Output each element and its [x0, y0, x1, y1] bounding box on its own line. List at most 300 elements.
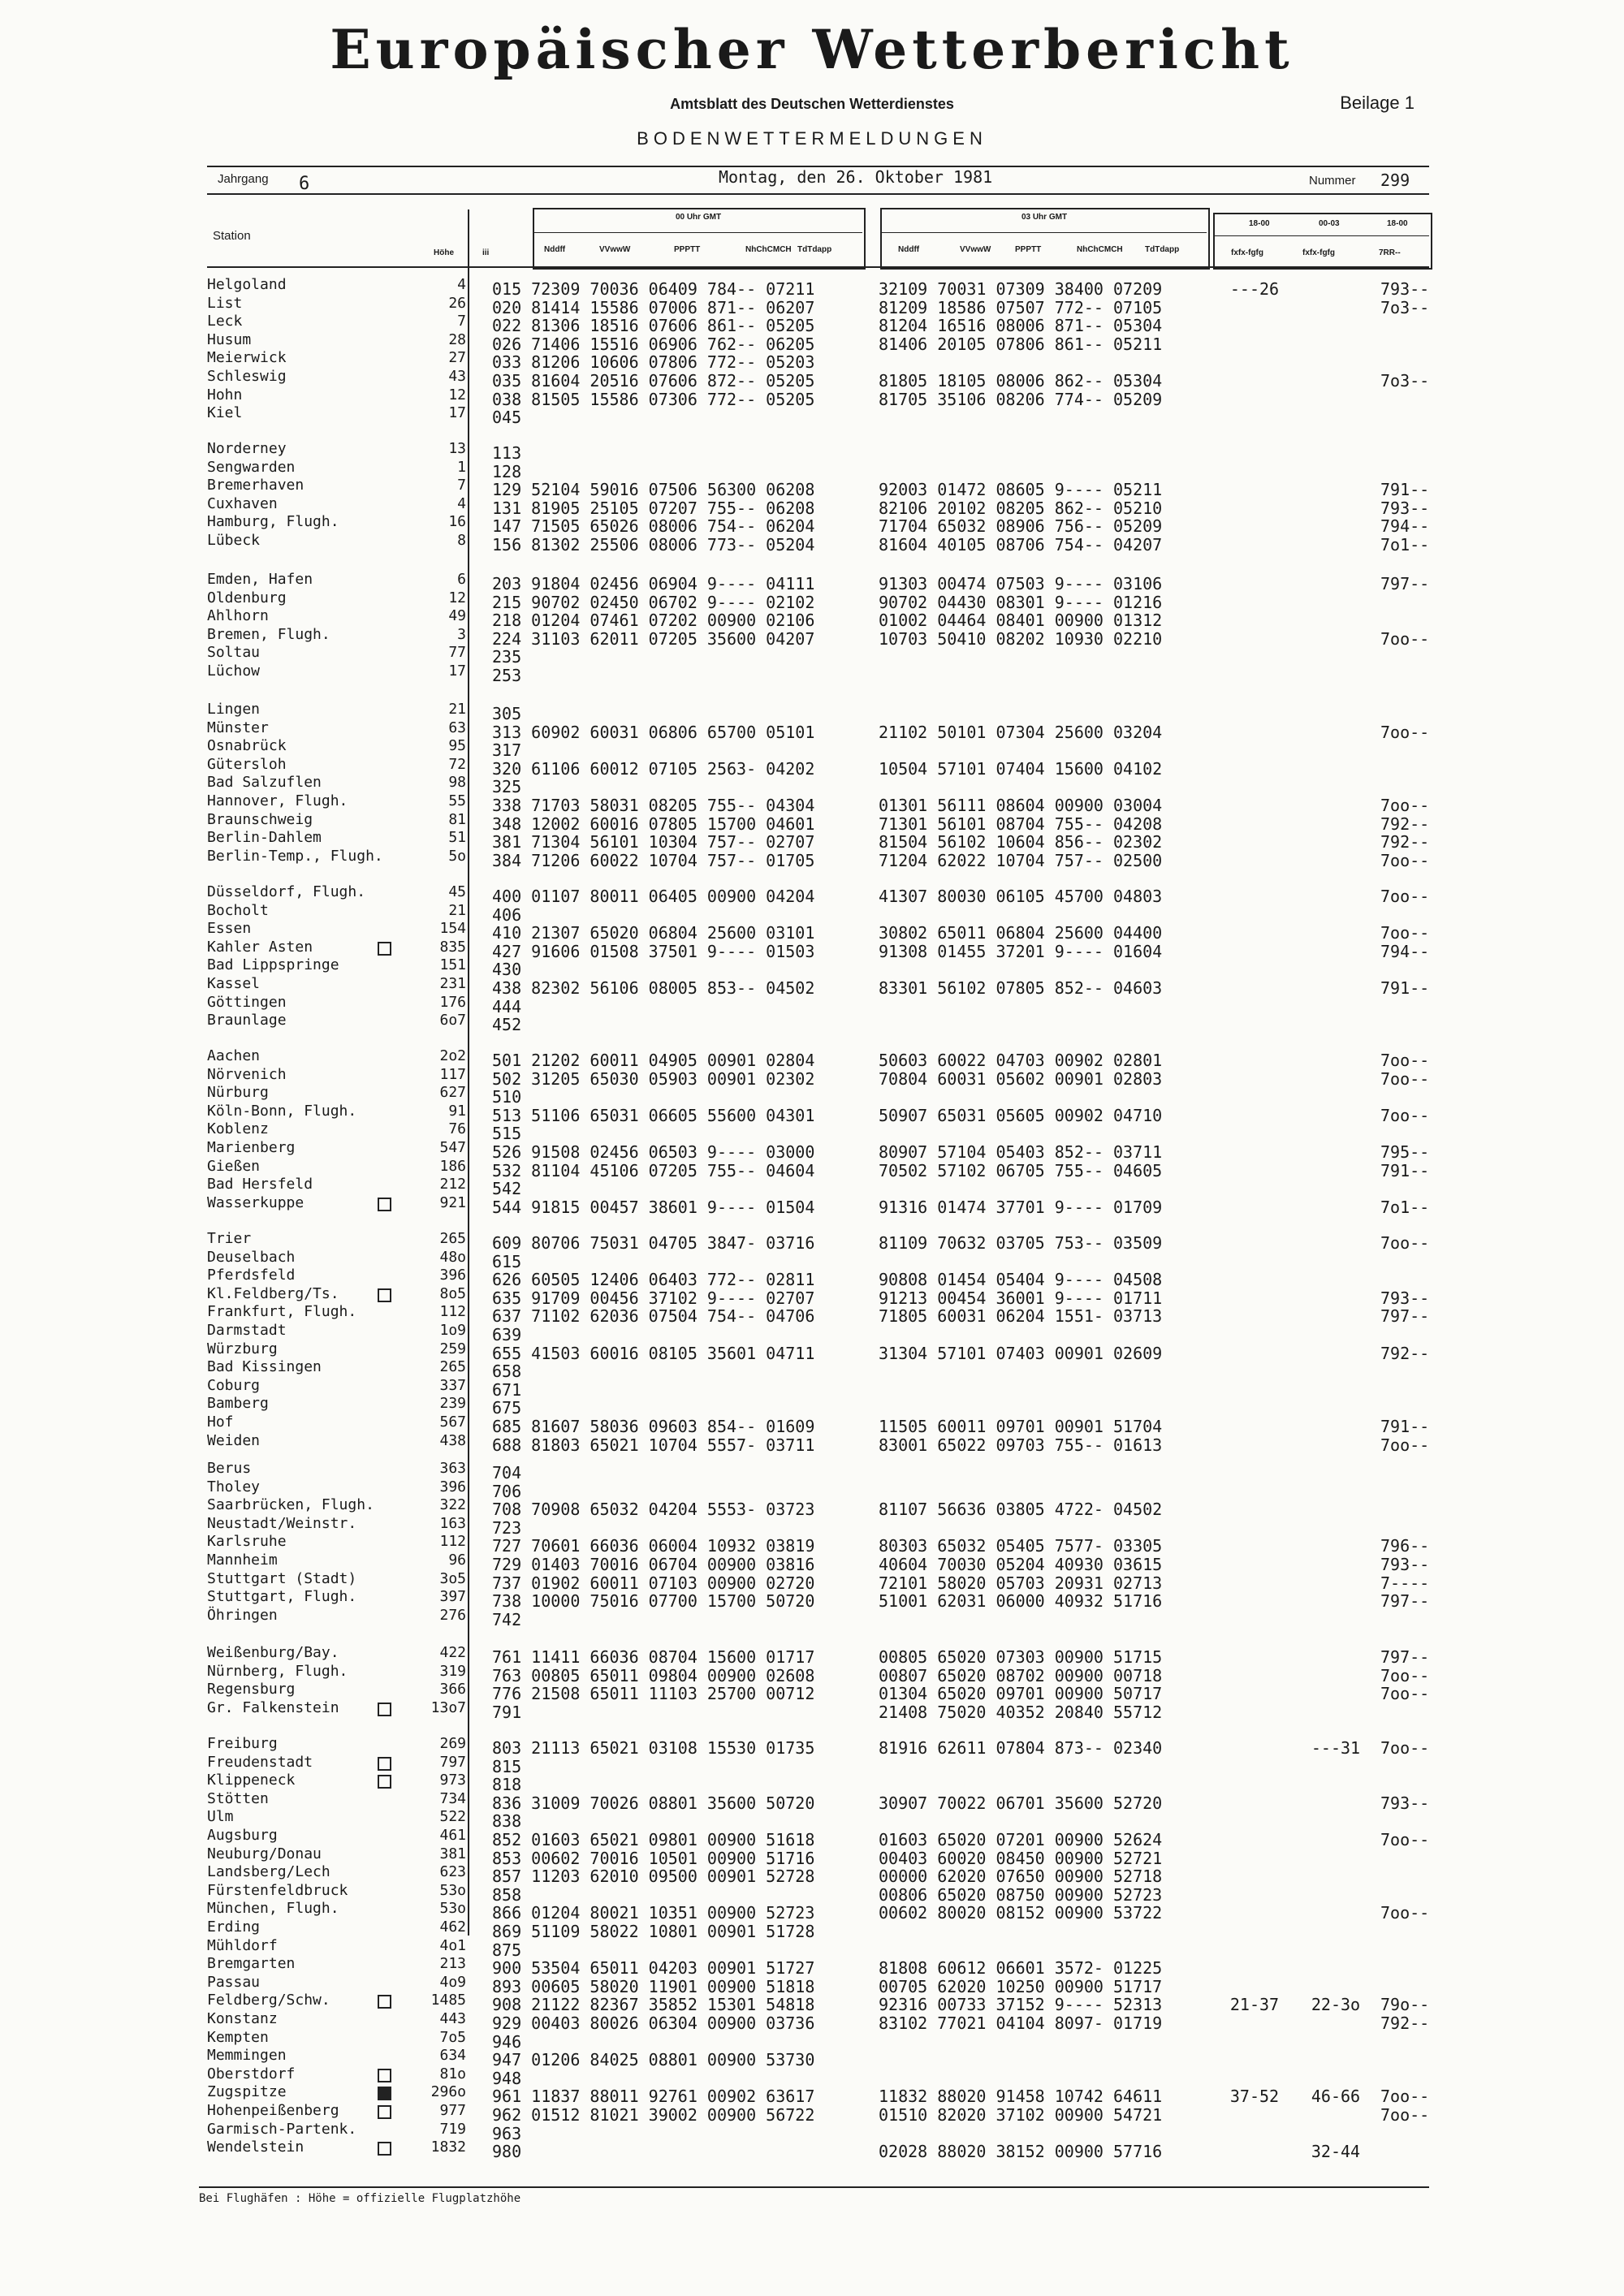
precip-18-00: 792-- [1380, 814, 1430, 834]
station-name: Koblenz [207, 1120, 269, 1138]
station-height: 4 [457, 276, 466, 293]
precip-18-00: 791-- [1380, 1160, 1430, 1180]
obs-00-utc: 218 01204 07461 07202 00900 02106 [492, 611, 815, 631]
station-height: 7 [457, 313, 466, 330]
obs-00-utc: 908 21122 82367 35852 15301 54818 [492, 1995, 815, 2015]
precip-18-00: 7oo-- [1380, 1684, 1430, 1704]
station-height: 95 [448, 737, 466, 755]
obs-00-utc: 675 [492, 1398, 522, 1418]
station-height: 973 [439, 1772, 466, 1789]
station-height: 719 [439, 2120, 466, 2138]
station-name: Marienberg [207, 1139, 296, 1156]
obs-03-utc: 01304 65020 09701 00900 50717 [879, 1684, 1163, 1704]
precip-18-00: 797-- [1380, 574, 1430, 593]
station-height: 4o1 [439, 1936, 466, 1954]
obs-03-utc: 00705 62020 10250 00900 51717 [879, 1976, 1163, 1996]
mountain-station-marker [378, 2142, 391, 2156]
obs-00-utc: 866 01204 80021 10351 00900 52723 [492, 1903, 815, 1923]
section-title: BODENWETTERMELDUNGEN [637, 128, 987, 149]
obs-03-utc: 00805 65020 07303 00900 51715 [879, 1647, 1163, 1667]
obs-03-utc: 41307 80030 06105 45700 04803 [879, 887, 1163, 906]
obs-03-utc: 71704 65032 08906 756-- 05209 [879, 516, 1163, 537]
station-height: 1 [457, 458, 466, 476]
obs-00-utc: 929 00403 80026 06304 00900 03736 [492, 2013, 815, 2033]
station-name: Stuttgart (Stadt) [207, 1569, 357, 1587]
station-name: Feldberg/Schw. [207, 1992, 330, 2009]
station-height: 17 [448, 662, 466, 680]
obs-03-utc: 80907 57104 05403 852-- 03711 [879, 1142, 1163, 1162]
obs-00-utc: 963 [492, 2123, 522, 2143]
nummer-value: 299 [1380, 170, 1410, 190]
obs-03-utc: 11832 88020 91458 10742 64611 [879, 2087, 1163, 2107]
station-name: Schleswig [207, 368, 287, 385]
station-height: 623 [439, 1863, 466, 1881]
station-height: 12 [448, 589, 466, 606]
obs-00-utc: 961 11837 88011 92761 00902 63617 [492, 2087, 815, 2107]
gust-00-03: 22-3o [1311, 1995, 1361, 2015]
r3-header: 18-00 [1387, 219, 1408, 228]
col03-3: PPPTT [1015, 245, 1042, 254]
station-height: 6 [457, 571, 466, 588]
obs-03-utc: 00602 80020 08152 00900 53722 [879, 1903, 1163, 1923]
station-name: Cuxhaven [207, 494, 278, 512]
r2-header: 00-03 [1319, 219, 1340, 228]
station-height: 13 [448, 440, 466, 457]
station-height: 28 [448, 330, 466, 348]
station-name: Gießen [207, 1157, 261, 1175]
obs-00-utc: 526 91508 02456 06503 9---- 03000 [492, 1142, 815, 1162]
station-height: 27 [448, 349, 466, 367]
station-height: 96 [448, 1552, 466, 1569]
obs-00-utc: 946 [492, 2031, 522, 2052]
obs-00-utc: 706 [492, 1481, 522, 1501]
station-name: Münster [207, 719, 269, 736]
obs-00-utc: 147 71505 65026 08006 754-- 06204 [492, 516, 815, 537]
obs-00-utc: 156 81302 25506 08006 773-- 05204 [492, 535, 815, 555]
station-height: 319 [439, 1662, 466, 1680]
station-name: Öhringen [207, 1606, 278, 1624]
station-height: 381 [439, 1845, 466, 1862]
obs-03-utc: 91213 00454 36001 9---- 01711 [879, 1288, 1163, 1308]
obs-00-utc: 020 81414 15586 07006 871-- 06207 [492, 297, 815, 317]
precip-18-00: 7oo-- [1380, 850, 1430, 870]
station-name: Bad Hersfeld [207, 1176, 313, 1193]
station-name: Lübeck [207, 532, 261, 549]
station-height: 396 [439, 1267, 466, 1284]
col00-1: Nddff [544, 245, 566, 254]
station-height: 977 [439, 2102, 466, 2119]
precip-18-00: 797-- [1380, 1306, 1430, 1327]
obs-00-utc: 510 [492, 1087, 522, 1107]
station-height: 48o [439, 1248, 466, 1266]
report-title: Europäischer Wetterbericht [330, 18, 1294, 81]
mountain-station-marker [378, 2105, 391, 2119]
station-height: 366 [439, 1681, 466, 1698]
gust-00-03: 32-44 [1311, 2142, 1361, 2162]
obs-00-utc: 763 00805 65011 09804 00900 02608 [492, 1665, 815, 1685]
obs-00-utc: 900 53504 65011 04203 00901 51727 [492, 1958, 815, 1979]
station-height: 461 [439, 1827, 466, 1844]
station-name: Helgoland [207, 276, 287, 293]
station-name: Freiburg [207, 1735, 278, 1752]
obs-03-utc: 83001 65022 09703 755-- 01613 [879, 1435, 1163, 1455]
obs-00-utc: 738 10000 75016 07700 15700 50720 [492, 1591, 815, 1612]
obs-03-utc: 91308 01455 37201 9---- 01604 [879, 941, 1163, 961]
obs-03-utc: 81406 20105 07806 861-- 05211 [879, 334, 1163, 354]
station-name: List [207, 294, 243, 312]
station-name: Göttingen [207, 993, 287, 1011]
col00-2: VVwwW [599, 245, 631, 254]
station-name: Braunschweig [207, 810, 313, 828]
station-name: Kassel [207, 975, 261, 992]
precip-18-00: 7oo-- [1380, 887, 1430, 906]
station-height: 77 [448, 644, 466, 662]
footer-note: Bei Flughäfen : Höhe = offizielle Flugplatzhöhe [199, 2192, 521, 2205]
station-height: 45 [448, 883, 466, 900]
station-name: Neuburg/Donau [207, 1845, 322, 1862]
station-name: Husum [207, 330, 252, 348]
mountain-station-marker [378, 1775, 391, 1789]
obs-00-utc: 729 01403 70016 06704 00900 03816 [492, 1555, 815, 1574]
station-height: 112 [439, 1533, 466, 1551]
col03-1: Nddff [898, 245, 920, 254]
station-height: 16 [448, 513, 466, 531]
obs-00-utc: 305 [492, 704, 522, 723]
precip-18-00: 7oo-- [1380, 1105, 1430, 1125]
station-name: Konstanz [207, 2010, 278, 2027]
station-name: Kl.Feldberg/Ts. [207, 1284, 339, 1302]
precip-18-00: 7oo-- [1380, 722, 1430, 742]
station-height: 49 [448, 607, 466, 625]
col00-4: NhChCMCH [745, 245, 792, 254]
obs-00-utc: 544 91815 00457 38601 9---- 01504 [492, 1197, 815, 1217]
station-name: Wasserkuppe [207, 1193, 304, 1211]
obs-00-utc: 626 60505 12406 06403 772-- 02811 [492, 1270, 815, 1290]
station-name: Osnabrück [207, 737, 287, 755]
station-height: 239 [439, 1395, 466, 1413]
obs-00-utc: 129 52104 59016 07506 56300 06208 [492, 480, 815, 500]
obs-00-utc: 637 71102 62036 07504 754-- 04706 [492, 1306, 815, 1327]
station-height: 734 [439, 1789, 466, 1807]
obs-00-utc: 542 [492, 1179, 522, 1199]
station-height: 81o [439, 2065, 466, 2082]
station-name: Lüchow [207, 662, 261, 680]
obs-00-utc: 444 [492, 996, 522, 1016]
station-header: Station [213, 229, 251, 243]
obs-00-utc: 501 21202 60011 04905 00901 02804 [492, 1051, 815, 1070]
precip-18-00: 793-- [1380, 1555, 1430, 1574]
precip-18-00: 796-- [1380, 1536, 1430, 1556]
col03-5: TdTdapp [1145, 245, 1180, 254]
precip-18-00: 79o-- [1380, 1995, 1430, 2015]
precip-18-00: 7oo-- [1380, 2087, 1430, 2107]
obs-00-utc: 853 00602 70016 10501 00900 51716 [492, 1848, 815, 1868]
station-name: Trier [207, 1230, 252, 1247]
station-height: 163 [439, 1514, 466, 1532]
obs-00-utc: 113 [492, 443, 522, 463]
obs-00-utc: 852 01603 65021 09801 00900 51618 [492, 1830, 815, 1849]
station-height: 53o [439, 1881, 466, 1899]
station-height: 259 [439, 1340, 466, 1357]
station-height: 438 [439, 1431, 466, 1449]
station-name: Essen [207, 920, 252, 938]
gust-18-00: 21-37 [1229, 1995, 1280, 2015]
station-name: Stuttgart, Flugh. [207, 1588, 357, 1606]
station-name: Kiel [207, 404, 243, 422]
station-height: 422 [439, 1644, 466, 1661]
obs-00-utc: 639 [492, 1325, 522, 1344]
obs-00-utc: 026 71406 15516 06906 762-- 06205 [492, 334, 815, 354]
station-name: Lingen [207, 701, 261, 718]
station-height: 81 [448, 810, 466, 828]
station-name: Coburg [207, 1376, 261, 1394]
r1b-header: fxfx-fgfg [1231, 248, 1263, 257]
station-name: Tholey [207, 1478, 261, 1495]
station-name: Frankfurt, Flugh. [207, 1303, 357, 1321]
station-name: Hamburg, Flugh. [207, 513, 339, 531]
station-height: 7o5 [439, 2028, 466, 2046]
obs-00-utc: 635 91709 00456 37102 9---- 02707 [492, 1288, 815, 1308]
station-name: Hof [207, 1413, 234, 1431]
station-height: 269 [439, 1735, 466, 1752]
obs-03-utc: 81204 16516 08006 871-- 05304 [879, 316, 1163, 336]
station-height: 231 [439, 975, 466, 992]
station-name: Gr. Falkenstein [207, 1698, 339, 1716]
station-height: 13o7 [430, 1698, 466, 1716]
station-name: Regensburg [207, 1681, 296, 1698]
station-height: 43 [448, 368, 466, 385]
station-height: 4 [457, 494, 466, 512]
station-height: 3o5 [439, 1569, 466, 1587]
obs-00-utc: 815 [492, 1756, 522, 1776]
station-height: 265 [439, 1230, 466, 1247]
precip-18-00: 7oo-- [1380, 1068, 1430, 1089]
precip-18-00: 793-- [1380, 1793, 1430, 1813]
mountain-station-marker [378, 1703, 391, 1716]
obs-03-utc: 00000 62020 07650 00900 52718 [879, 1867, 1163, 1887]
obs-00-utc: 948 [492, 2068, 522, 2088]
station-name: Meierwick [207, 349, 287, 367]
precip-18-00: 797-- [1380, 1647, 1430, 1667]
obs-00-utc: 128 [492, 461, 522, 481]
gust-18-00: ---26 [1229, 279, 1280, 299]
station-name: Karlsruhe [207, 1533, 287, 1551]
obs-03-utc: 02028 88020 38152 00900 57716 [879, 2142, 1163, 2162]
obs-00-utc: 320 61106 60012 07105 2563- 04202 [492, 758, 815, 779]
station-height: 72 [448, 755, 466, 773]
obs-00-utc: 502 31205 65030 05903 00901 02302 [492, 1068, 815, 1089]
station-name: Bremgarten [207, 1955, 296, 1973]
precip-18-00: 794-- [1380, 516, 1430, 537]
time03-header: 03 Uhr GMT [1021, 213, 1068, 222]
gust-00-03: ---31 [1311, 1738, 1361, 1758]
station-name: Würzburg [207, 1340, 278, 1357]
station-height: 55 [448, 792, 466, 809]
station-name: Mannheim [207, 1552, 278, 1569]
obs-00-utc: 737 01902 60011 07103 00900 02720 [492, 1573, 815, 1593]
obs-00-utc: 869 51109 58022 10801 00901 51728 [492, 1922, 815, 1941]
obs-03-utc: 92003 01472 08605 9---- 05211 [879, 480, 1163, 500]
obs-03-utc: 83102 77021 04104 8097- 01719 [879, 2013, 1163, 2033]
obs-00-utc: 410 21307 65020 06804 25600 03101 [492, 923, 815, 943]
obs-03-utc: 71204 62022 10704 757-- 02500 [879, 850, 1163, 870]
obs-03-utc: 81808 60612 06601 3572- 01225 [879, 1958, 1163, 1979]
station-name: Freudenstadt [207, 1753, 313, 1771]
station-height: 8 [457, 532, 466, 549]
obs-03-utc: 82106 20102 08205 862-- 05210 [879, 498, 1163, 518]
obs-00-utc: 033 81206 10606 07806 772-- 05203 [492, 352, 815, 373]
nummer-label: Nummer [1309, 174, 1356, 188]
obs-00-utc: 317 [492, 740, 522, 761]
obs-00-utc: 655 41503 60016 08105 35601 04711 [492, 1343, 815, 1363]
precip-18-00: 7o1-- [1380, 1197, 1430, 1217]
station-height: 12 [448, 386, 466, 404]
station-name: Garmisch-Partenk. [207, 2120, 357, 2138]
station-name: Braunlage [207, 1012, 287, 1029]
obs-00-utc: 947 01206 84025 08801 00900 53730 [492, 2050, 815, 2070]
obs-03-utc: 30907 70022 06701 35600 52720 [879, 1793, 1163, 1813]
station-name: Nörvenich [207, 1065, 287, 1083]
station-height: 627 [439, 1084, 466, 1102]
obs-00-utc: 962 01512 81021 39002 00900 56722 [492, 2105, 815, 2125]
r2b-header: fxfx-fgfg [1302, 248, 1335, 257]
precip-18-00: 795-- [1380, 1142, 1430, 1162]
station-name: Mühldorf [207, 1936, 278, 1954]
precip-18-00: 797-- [1380, 1591, 1430, 1612]
mountain-station-marker [378, 1288, 391, 1302]
station-height: 176 [439, 993, 466, 1011]
obs-03-utc: 32109 70031 07309 38400 07209 [879, 279, 1163, 299]
station-name: Hohn [207, 386, 243, 404]
obs-00-utc: 704 [492, 1463, 522, 1482]
station-name: Hannover, Flugh. [207, 792, 348, 809]
mountain-station-marker [378, 942, 391, 956]
obs-00-utc: 776 21508 65011 11103 25700 00712 [492, 1684, 815, 1704]
obs-00-utc: 727 70601 66036 06004 10932 03819 [492, 1536, 815, 1556]
station-name: Stötten [207, 1789, 269, 1807]
station-height: 186 [439, 1157, 466, 1175]
obs-03-utc: 72101 58020 05703 20931 02713 [879, 1573, 1163, 1593]
station-height: 212 [439, 1176, 466, 1193]
station-name: Zugspitze [207, 2083, 287, 2101]
jahrgang-value: 6 [299, 174, 310, 194]
obs-03-utc: 00807 65020 08702 00900 00718 [879, 1665, 1163, 1685]
precip-18-00: 793-- [1380, 1288, 1430, 1308]
station-name: Aachen [207, 1047, 261, 1064]
precip-18-00: 7oo-- [1380, 796, 1430, 815]
station-height: 98 [448, 774, 466, 792]
obs-03-utc: 81705 35106 08206 774-- 05209 [879, 389, 1163, 409]
obs-03-utc: 83301 56102 07805 852-- 04603 [879, 978, 1163, 998]
station-height: 322 [439, 1496, 466, 1514]
station-name: Deuselbach [207, 1248, 296, 1266]
station-height: 397 [439, 1588, 466, 1606]
obs-00-utc: 708 70908 65032 04204 5553- 03723 [492, 1500, 815, 1520]
report-subtitle: Amtsblatt des Deutschen Wetterdienstes [670, 96, 954, 112]
precip-18-00: 7oo-- [1380, 1051, 1430, 1070]
obs-03-utc: 10703 50410 08202 10930 02210 [879, 628, 1163, 649]
station-name: Berus [207, 1460, 252, 1477]
obs-00-utc: 015 72309 70036 06409 784-- 07211 [492, 279, 815, 299]
station-height: 26 [448, 294, 466, 312]
precip-18-00: 792-- [1380, 2013, 1430, 2033]
station-height: 6o7 [439, 1012, 466, 1029]
station-name: Darmstadt [207, 1322, 287, 1339]
obs-00-utc: 427 91606 01508 37501 9---- 01503 [492, 941, 815, 961]
precip-18-00: 7o3-- [1380, 297, 1430, 317]
obs-03-utc: 21408 75020 40352 20840 55712 [879, 1702, 1163, 1722]
obs-03-utc: 91316 01474 37701 9---- 01709 [879, 1197, 1163, 1217]
obs-03-utc: 80303 65032 05405 7577- 03305 [879, 1536, 1163, 1556]
obs-00-utc: 224 31103 62011 07205 35600 04207 [492, 628, 815, 649]
station-height: 265 [439, 1358, 466, 1376]
station-height: 7 [457, 477, 466, 494]
station-name: Norderney [207, 440, 287, 457]
station-name: Hohenpeißenberg [207, 2102, 339, 2119]
station-name: Bad Kissingen [207, 1358, 322, 1376]
obs-00-utc: 838 [492, 1811, 522, 1832]
station-height: 21 [448, 701, 466, 718]
obs-00-utc: 406 [492, 904, 522, 925]
station-height: 213 [439, 1955, 466, 1973]
station-name: Kahler Asten [207, 938, 313, 956]
obs-00-utc: 348 12002 60016 07805 15700 04601 [492, 814, 815, 834]
precip-18-00: 7oo-- [1380, 1830, 1430, 1849]
obs-03-utc: 71805 60031 06204 1551- 03713 [879, 1306, 1163, 1327]
precip-18-00: 791-- [1380, 480, 1430, 500]
col00-3: PPPTT [674, 245, 701, 254]
obs-00-utc: 515 [492, 1124, 522, 1144]
obs-03-utc: 31304 57101 07403 00901 02609 [879, 1343, 1163, 1363]
station-height: 276 [439, 1606, 466, 1624]
station-name: Weiden [207, 1431, 261, 1449]
precip-18-00: 7oo-- [1380, 923, 1430, 943]
obs-00-utc: 513 51106 65031 06605 55600 04301 [492, 1105, 815, 1125]
header-rule-bottom [207, 193, 1429, 195]
station-name: Sengwarden [207, 458, 296, 476]
station-name: Oldenburg [207, 589, 287, 606]
report-date: Montag, den 26. Oktober 1981 [719, 167, 993, 187]
obs-00-utc: 338 71703 58031 08205 755-- 04304 [492, 796, 815, 815]
obs-03-utc: 81209 18586 07507 772-- 07105 [879, 297, 1163, 317]
obs-00-utc: 875 [492, 1940, 522, 1960]
precip-18-00: 794-- [1380, 941, 1430, 961]
station-height: 21 [448, 901, 466, 919]
col03-2: VVwwW [960, 245, 991, 254]
station-height: 797 [439, 1753, 466, 1771]
mountain-station-marker [378, 2069, 391, 2082]
station-name: Düsseldorf, Flugh. [207, 883, 366, 900]
obs-00-utc: 761 11411 66036 08704 15600 01717 [492, 1647, 815, 1667]
obs-00-utc: 723 [492, 1517, 522, 1538]
station-height: 51 [448, 829, 466, 847]
obs-03-utc: 70804 60031 05602 00901 02803 [879, 1068, 1163, 1089]
precip-18-00: 7oo-- [1380, 2105, 1430, 2125]
obs-03-utc: 70502 57102 06705 755-- 04605 [879, 1160, 1163, 1180]
station-name: Landsberg/Lech [207, 1863, 330, 1881]
station-height: 117 [439, 1065, 466, 1083]
station-name: Erding [207, 1918, 261, 1936]
obs-03-utc: 90702 04430 08301 9---- 01216 [879, 592, 1163, 612]
station-name: Klippeneck [207, 1772, 296, 1789]
obs-03-utc: 90808 01454 05404 9---- 04508 [879, 1270, 1163, 1290]
precip-18-00: 791-- [1380, 978, 1430, 998]
station-height: 1832 [430, 2138, 466, 2156]
obs-03-utc: 00403 60020 08450 00900 52721 [879, 1848, 1163, 1868]
precip-18-00: 793-- [1380, 498, 1430, 518]
precip-18-00: 791-- [1380, 1417, 1430, 1436]
obs-00-utc: 818 [492, 1775, 522, 1795]
